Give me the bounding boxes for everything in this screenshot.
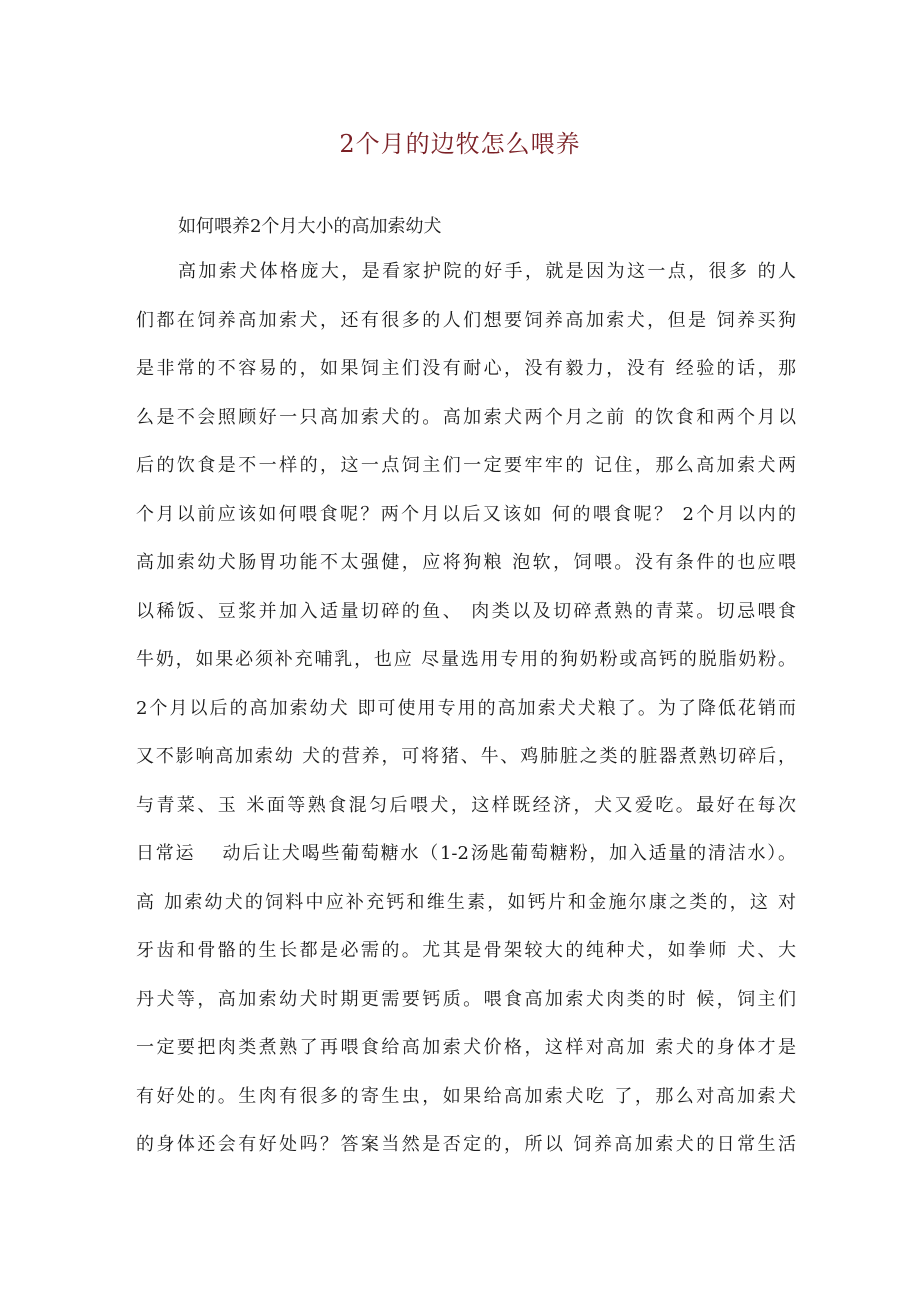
subtitle: 如何喂养2个月大小的高加索幼犬 bbox=[178, 216, 442, 237]
text-line: 是非常的不容易的，如果饲主们没有耐心，没有毅力，没有 经验的话，那 bbox=[136, 358, 796, 379]
text-line: 牛奶，如果必须补充哺乳，也应 尽量选用专用的狗奶粉或高钙的脱脂奶粉。 bbox=[136, 649, 796, 670]
text-line: 以稀饭、豆浆并加入适量切碎的鱼、 肉类以及切碎煮熟的青菜。切忌喂食 bbox=[136, 600, 796, 622]
text-line: 有好处的。生肉有很多的寄生虫，如果给高加索犬吃 了，那么对高加索犬 bbox=[136, 1085, 796, 1107]
text-line: 高加索犬体格庞大，是看家护院的好手，就是因为这一点，很多 的人 bbox=[178, 261, 796, 282]
text-line: 日常运 动后让犬喝些葡萄糖水（1-2汤匙葡萄糖粉，加入适量的清洁水）。 bbox=[136, 843, 796, 864]
text-line: 一定要把肉类煮熟了再喂食给高加索犬价格，这样对高加 索犬的身体才是 bbox=[136, 1037, 796, 1058]
text-line: 丹犬等，高加索幼犬时期更需要钙质。喂食高加索犬肉类的时 候，饲主们 bbox=[136, 988, 796, 1010]
text-line: 又不影响高加索幼 犬的营养，可将猪、牛、鸡肺脏之类的脏器煮熟切碎后， bbox=[136, 746, 796, 767]
page-title: 2个月的边牧怎么喂养 bbox=[339, 130, 581, 158]
text-line: 个月以前应该如何喂食呢？两个月以后又该如 何的喂食呢？ 2个月以内的 bbox=[136, 503, 796, 525]
text-line: 牙齿和骨骼的生长都是必需的。尤其是骨架较大的纯种犬，如拳师 犬、大 bbox=[136, 940, 796, 961]
text-line: 高加索幼犬肠胃功能不太强健，应将狗粮 泡软，饲喂。没有条件的也应喂 bbox=[136, 552, 796, 573]
text-line: 么是不会照顾好一只高加索犬的。高加索犬两个月之前 的饮食和两个月以 bbox=[136, 406, 796, 428]
text-line: 与青菜、玉 米面等熟食混匀后喂犬，这样既经济，犬又爱吃。最好在每次 bbox=[136, 794, 796, 816]
text-line: 2个月以后的高加索幼犬 即可使用专用的高加索犬犬粮了。为了降低花销而 bbox=[136, 697, 796, 719]
body-paragraph bbox=[136, 252, 796, 1174]
text-line: 高 加索幼犬的饲料中应补充钙和维生素，如钙片和金施尔康之类的，这 对 bbox=[136, 891, 796, 913]
text-line: 们都在饲养高加索犬，还有很多的人们想要饲养高加索犬，但是 饲养买狗 bbox=[136, 309, 796, 331]
text-line: 后的饮食是不一样的，这一点饲主们一定要牢牢的 记住，那么高加索犬两 bbox=[136, 455, 796, 476]
text-line: 的身体还会有好处吗？答案当然是否定的，所以 饲养高加索犬的日常生活 bbox=[136, 1134, 796, 1155]
